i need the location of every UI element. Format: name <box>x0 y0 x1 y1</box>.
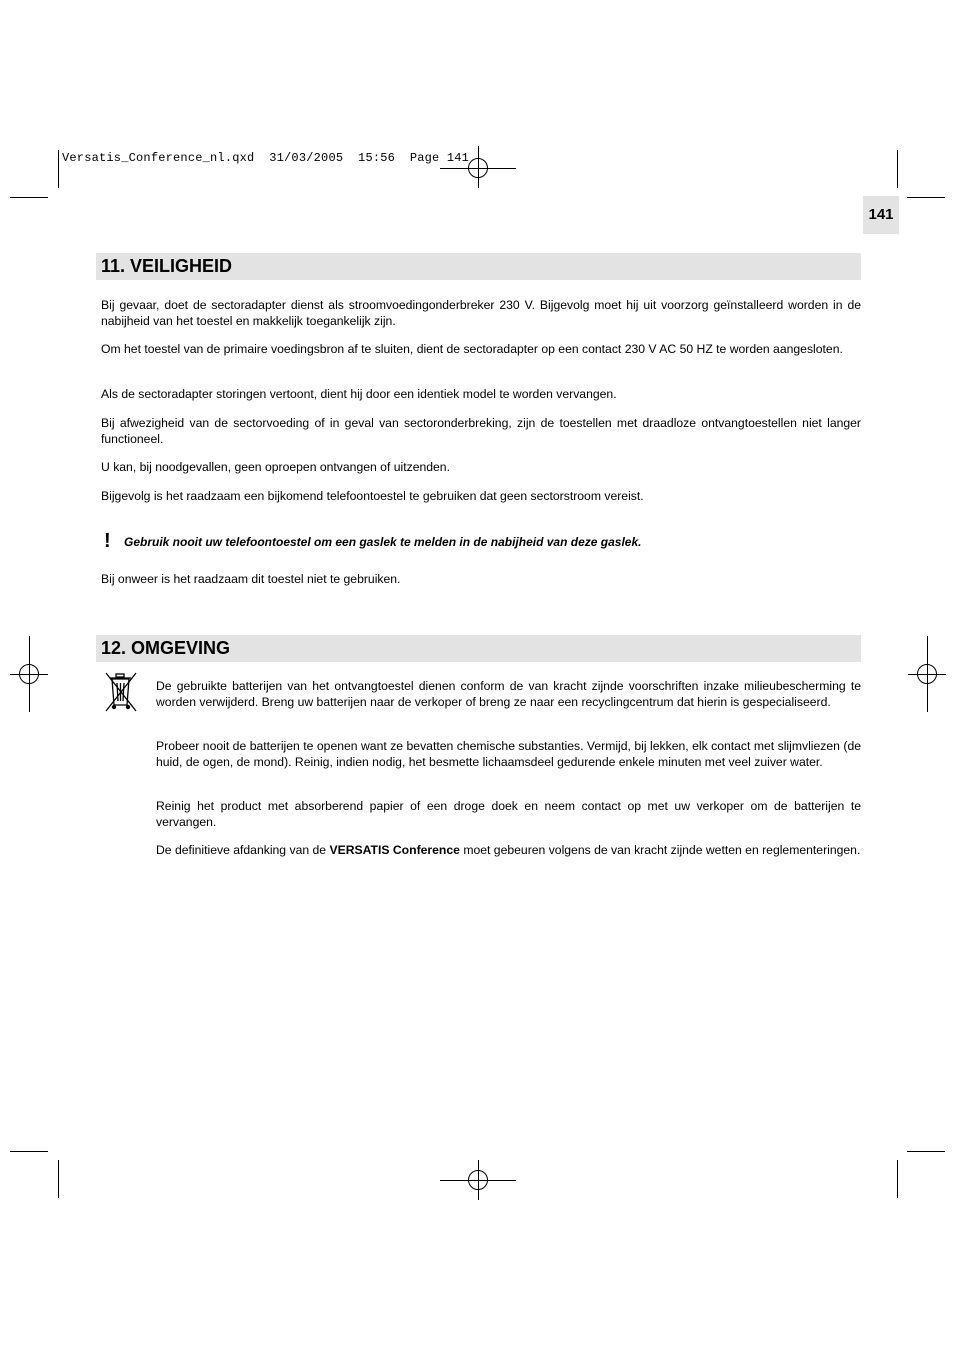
crop-mark <box>907 1151 945 1152</box>
crop-mark <box>58 150 59 188</box>
section-heading-omgeving: 12. OMGEVING <box>96 635 861 662</box>
crop-mark <box>10 1151 48 1152</box>
crop-mark <box>897 1160 898 1198</box>
warning-text: Gebruik nooit uw telefoontoestel om een gaslek te melden in de nabijheid van deze gaslek. <box>124 535 642 549</box>
paragraph: Bij afwezigheid van de sectorvoeding of in geval van sectoronderbreking, zijn de toestellen met draadloze ontvangtoestellen niet langer functioneel. <box>101 416 861 446</box>
product-name: VERSATIS Conference <box>329 843 460 857</box>
paragraph: Reinig het product met absorberend papier of een droge doek en neem contact op met uw verkoper om de batterijen te vervangen. <box>156 799 861 829</box>
paragraph: Bij onweer is het raadzaam dit toestel niet te gebruiken. <box>101 572 401 586</box>
paragraph: Probeer nooit de batterijen te openen want ze bevatten chemische substanties. Vermijd, bij lekken, elk contact met slijmvliezen (de huid, de ogen, de mond). Reinig, indien nodig, het besmette lichaamsdeel gedurende enkele minuten met veel zuiver water. <box>156 739 861 769</box>
paragraph: De gebruikte batterijen van het ontvangtoestel dienen conform de van kracht zijnde voorschriften inzake milieubescherming te worden verwijderd. Breng uw batterijen naar de verkoper of breng ze naar een recyclingcentrum dat hierin is gespecialiseerd. <box>156 679 861 709</box>
exclamation-icon: ! <box>104 530 111 552</box>
page-number: 141 <box>863 196 899 234</box>
section-heading-veiligheid: 11. VEILIGHEID <box>96 253 861 280</box>
paragraph: Als de sectoradapter storingen vertoont, dient hij door een identiek model te worden vervangen. <box>101 387 617 401</box>
paragraph: Om het toestel van de primaire voedingsbron af te sluiten, dient de sectoradapter op een contact 230 V AC 50 HZ te worden aangesloten. <box>101 342 843 356</box>
crop-mark <box>907 197 945 198</box>
paragraph: U kan, bij noodgevallen, geen oproepen ontvangen of uitzenden. <box>101 460 450 474</box>
crop-mark <box>10 197 48 198</box>
paragraph: Bijgevolg is het raadzaam een bijkomend telefoontoestel te gebruiken dat geen sectorstroom vereist. <box>101 489 644 503</box>
crop-mark <box>58 1160 59 1198</box>
print-slug: Versatis_Conference_nl.qxd 31/03/2005 15:56 Page 141 <box>62 151 470 165</box>
crop-mark <box>897 150 898 188</box>
crossed-out-wheelie-bin-icon <box>104 671 138 713</box>
paragraph: Bij gevaar, doet de sectoradapter dienst als stroomvoedingonderbreker 230 V. Bijgevolg moet hij uit voorzorg geïnstalleerd worden in de nabijheid van het toestel en makkelijk toegankelijk zijn. <box>101 298 861 328</box>
paragraph: De definitieve afdanking van de VERSATIS Conference moet gebeuren volgens de van kracht zijnde wetten en reglementeringen. <box>156 843 861 857</box>
